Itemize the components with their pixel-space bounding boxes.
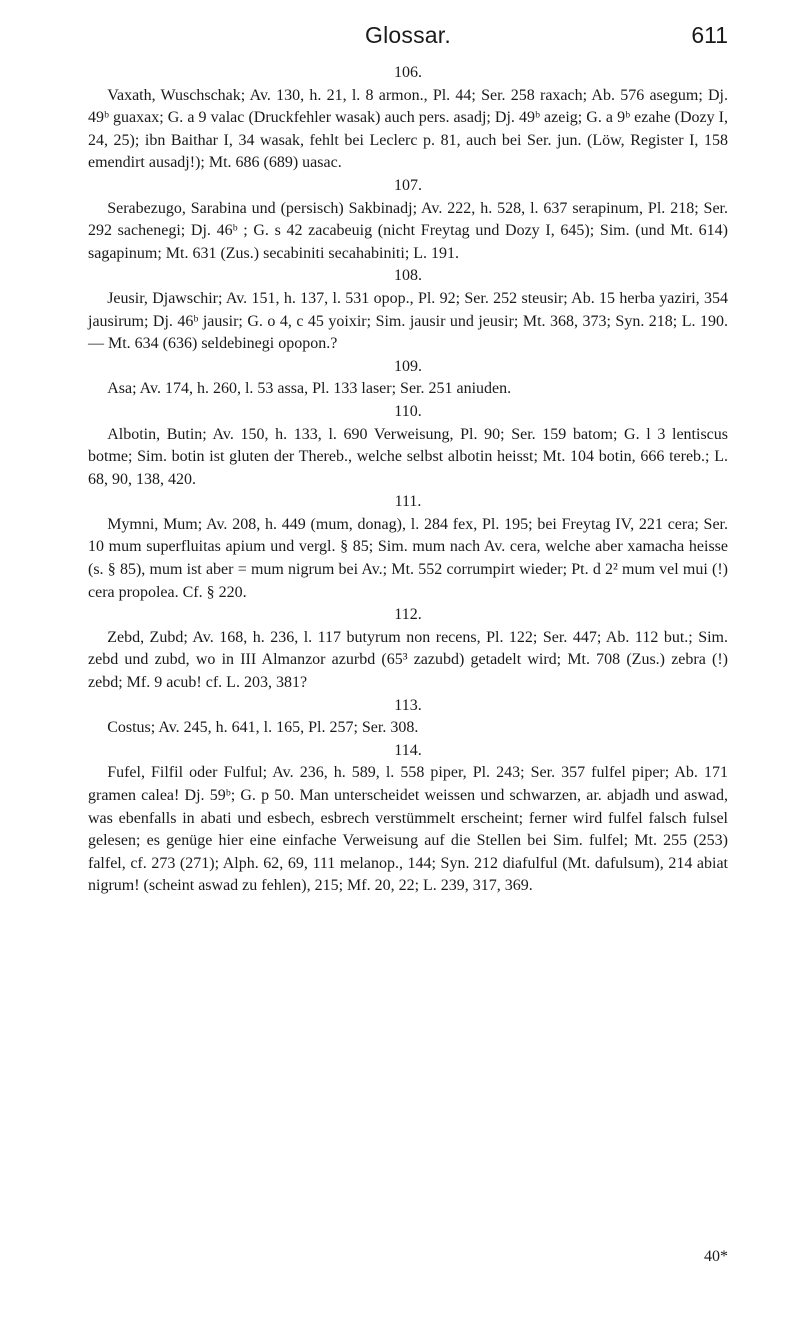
entry-text: Vaxath, Wuschschak; Av. 130, h. 21, l. 8 armon., Pl. 44; Ser. 258 raxach; Ab. 576 asegum; Dj. 49ᵇ guaxax; G. a 9 valac (Druckfehler wasak) auch pers. asadj; Dj. 49ᵇ azeig; G. a 9ᵇ ezahe (Dozy I, 24, 25); ibn Baithar I, 34 wasak, fehlt bei Leclerc p. 81, auch bei Ser. jun. (Löw, Register I, 158 emendirt ausadj!); Mt. 686 (689) uasac. [88, 86, 728, 172]
page-number: 611 [691, 22, 728, 48]
glossary-entry [88, 491, 728, 604]
entry-text: Serabezugo, Sarabina und (persisch) Sakbinadj; Av. 222, h. 528, l. 637 serapinum, Pl. 218; Ser. 292 sachenegi; Dj. 46ᵇ ; G. s 42 zacabeuig (nicht Freytag und Dozy I, 645); Sim. (und Mt. 614) sagapinum; Mt. 631 (Zus.) secabiniti secahabiniti; L. 191. [88, 199, 728, 262]
entry-text: Zebd, Zubd; Av. 168, h. 236, l. 117 butyrum non recens, Pl. 122; Ser. 447; Ab. 112 but.; Sim. zebd und zubd, wo in III Almanzor azurbd (65³ zazubd) getadelt wird; Mt. 708 (Zus.) zebra (!) zebd; Mf. 9 acub! cf. L. 203, 381? [88, 628, 728, 692]
glossary-entry [88, 740, 728, 898]
glossary-entry [88, 695, 728, 740]
running-title: Glossar. [365, 22, 451, 48]
glossary-entry [88, 175, 728, 265]
glossary-entry [88, 265, 728, 355]
entry-number: 110. [394, 402, 422, 420]
entry-number: 108. [394, 267, 422, 285]
entry-text: Albotin, Butin; Av. 150, h. 133, l. 690 Verweisung, Pl. 90; Ser. 159 batom; G. l 3 lentiscus botme; Sim. botin ist gluten der Thereb., welche selbst albotin heisst; Mt. 104 botin, 666 tereb.; L. 68, 90, 138, 420. [88, 425, 728, 488]
entry-number: 113. [394, 696, 422, 714]
glossary-entry [88, 401, 728, 491]
entry-text: Asa; Av. 174, h. 260, l. 53 assa, Pl. 133 laser; Ser. 251 aniuden. [107, 380, 512, 398]
entry-text: Costus; Av. 245, h. 641, l. 165, Pl. 257; Ser. 308. [107, 719, 419, 737]
glossary-body [88, 62, 728, 898]
glossary-entry [88, 604, 728, 694]
entry-number: 107. [394, 176, 422, 194]
signature-mark: 40* [704, 1248, 728, 1265]
entry-text: Fufel, Filfil oder Fulful; Av. 236, h. 589, l. 558 piper, Pl. 243; Ser. 357 fulfel piper; Ab. 171 gramen calea! Dj. 59ᵇ; G. p 50. Man unterscheidet weissen und schwarzen, ar. abjadh und aswad, was ebenfalls in abati und esbech, esbrech verstümmelt erscheint; ferner wird fulfel falsch fulsel gelesen; es genüge hier eine einfache Verweisung auf die Stellen bei Sim. fulfel; Mt. 255 (253) falfel, cf. 273 (271); Alph. 62, 69, 111 melanop., 144; Syn. 212 diafulful (Mt. dafulsum), 214 abiat nigrum! (scheint aswad zu fehlen), 215; Mf. 20, 22; L. 239, 317, 369. [88, 764, 728, 895]
entry-number: 114. [394, 741, 422, 759]
page-header [88, 22, 728, 52]
entry-text: Mymni, Mum; Av. 208, h. 449 (mum, donag), l. 284 fex, Pl. 195; bei Freytag IV, 221 cera; Ser. 10 mum superfluitas apium und vergl. § 85; Sim. mum nach Av. cera, welche aber xamacha heisse (s. § 85), mum ist aber = mum nigrum bei Av.; Mt. 552 corrumpirt wieder; Pt. d 2² mum vel mui (!) cera propolea. Cf. § 220. [88, 515, 728, 601]
glossary-entry [88, 62, 728, 175]
entry-number: 112. [394, 606, 422, 624]
glossary-entry [88, 356, 728, 401]
entry-number: 106. [394, 64, 422, 81]
entry-number: 109. [394, 357, 422, 375]
entry-number: 111. [394, 493, 422, 511]
entry-text: Jeusir, Djawschir; Av. 151, h. 137, l. 531 opop., Pl. 92; Ser. 252 steusir; Ab. 15 herba yaziri, 354 jausirum; Dj. 46ᵇ jausir; G. o 4, c 45 yoixir; Sim. jausir und jeusir; Mt. 368, 373; Syn. 218; L. 190. — Mt. 634 (636) seldebinegi opopon.? [88, 289, 728, 353]
